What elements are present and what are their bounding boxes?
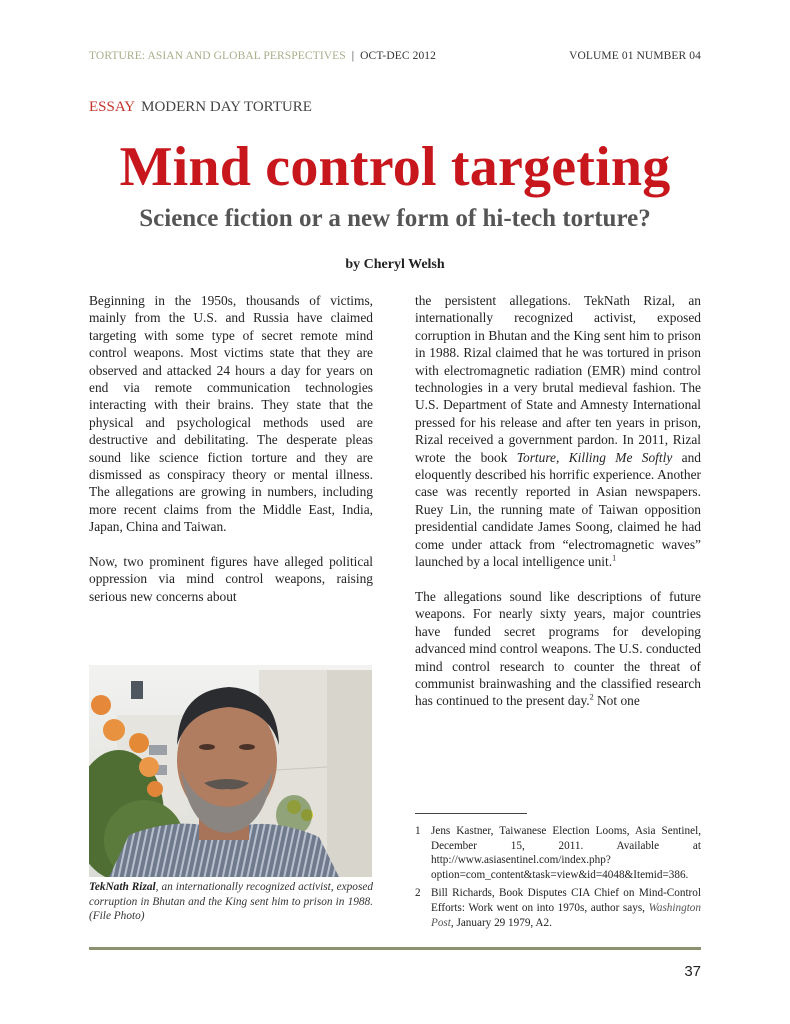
paragraph-text: Not one — [593, 693, 640, 709]
paragraph-text: the persistent allegations. TekNath Rizal, an internationally recognized activist, exposed corruption in Bhutan and the King sent him to prison in 1988. Rizal claimed that he was tortured in prison with electromagnetic radiation (EMR) mind control technologies in a very brutal medieval fashion. The U.S. Department of State and Amnesty International pressed for his release and after ten years in prison, Rizal received a government pardon. In 2011, Rizal wrote the book — [415, 293, 701, 465]
photo-caption — [89, 880, 373, 924]
journal-name: TORTURE: ASIAN AND GLOBAL PERSPECTIVES — [89, 50, 346, 62]
footnotes — [415, 824, 701, 934]
caption-text: , an internationally recognized activist, exposed corruption in Bhutan and the King sent him to prison in 1988. (File Photo) — [89, 881, 374, 922]
section-topic: MODERN DAY TORTURE — [141, 99, 312, 115]
article-subtitle: Science fiction or a new form of hi-tech torture? — [139, 205, 651, 232]
volume-number: VOLUME 01 NUMBER 04 — [569, 50, 701, 62]
book-title: Torture, Killing Me Softly — [516, 449, 673, 465]
issue-date: OCT-DEC 2012 — [360, 50, 437, 62]
running-head — [89, 50, 701, 68]
paragraph: Beginning in the 1950s, thousands of victims, mainly from the U.S. and Russia have claimed targeting with some type of secret remote mind control weapons. Most victims state that they are observed and attacked 24 hours a day for years on end via remote communication technologies interacting with their brains. They state that the physical and psychological methods used are destructive and debilitating. The desperate pleas sound like science fiction torture and they are dismissed as conspiracy theory or mental illness. The allegations are growing in numbers, including more recent claims from the Middle East, India, Japan, China and Taiwan. — [89, 293, 373, 535]
publication-name: Washington Post — [431, 901, 701, 929]
page-number: 37 — [684, 963, 701, 980]
section-kicker — [89, 99, 312, 116]
paragraph: Now, two prominent figures have alleged political oppression via mind control weapons, raising serious new concerns about — [89, 554, 373, 604]
section-label: ESSAY — [89, 99, 136, 115]
article-title: Mind control targeting — [119, 136, 671, 198]
footnote-ref[interactable]: 2 — [589, 692, 594, 702]
footer-rule — [89, 947, 701, 950]
footnote — [415, 824, 701, 882]
footnote-text-part: Bill Richards, Book Disputes CIA Chief on Mind-Control Efforts: Work went on into 1970s, author says, — [431, 887, 701, 914]
paragraph — [415, 292, 701, 571]
footnote-text — [431, 886, 701, 930]
portrait-photo — [89, 665, 372, 877]
caption-name: TekNath Rizal — [89, 881, 156, 893]
byline: by Cheryl Welsh — [345, 257, 445, 272]
footnote — [415, 886, 701, 930]
footnote-text-part: , January 29 1979, A2. — [450, 916, 552, 929]
paragraph-text: The allegations sound like descriptions of future weapons. For nearly sixty years, major countries have funded secret programs for developing advanced mind control weapons. The U.S. conducted mind control research to counter the threat of communist brainwashing and the classified research has continued to the present day. — [415, 588, 701, 709]
paragraph — [415, 588, 701, 710]
footnote-divider — [415, 813, 527, 814]
right-column — [415, 292, 701, 727]
footnote-text: Jens Kastner, Taiwanese Election Looms, Asia Sentinel, December 15, 2011. Available at http://www.asiasentinel.com/index.php?option=com_content&task=view&id=4048&Itemid=386. — [431, 825, 701, 881]
left-column — [89, 292, 373, 623]
header-separator: | — [351, 50, 355, 62]
footnote-ref[interactable]: 1 — [612, 553, 617, 563]
footnote-number: 1 — [415, 825, 421, 837]
footnote-number: 2 — [415, 887, 421, 900]
portrait-image-icon — [89, 665, 372, 877]
paragraph-text: and eloquently described his horrific experience. Another case was recently reported in Asian newspapers. Ruey Lin, the running mate of Taiwan opposition presidential candidate James Soong, claimed he had come under attack from “electromagnetic waves” launched by a local intelligence unit. — [415, 449, 701, 570]
